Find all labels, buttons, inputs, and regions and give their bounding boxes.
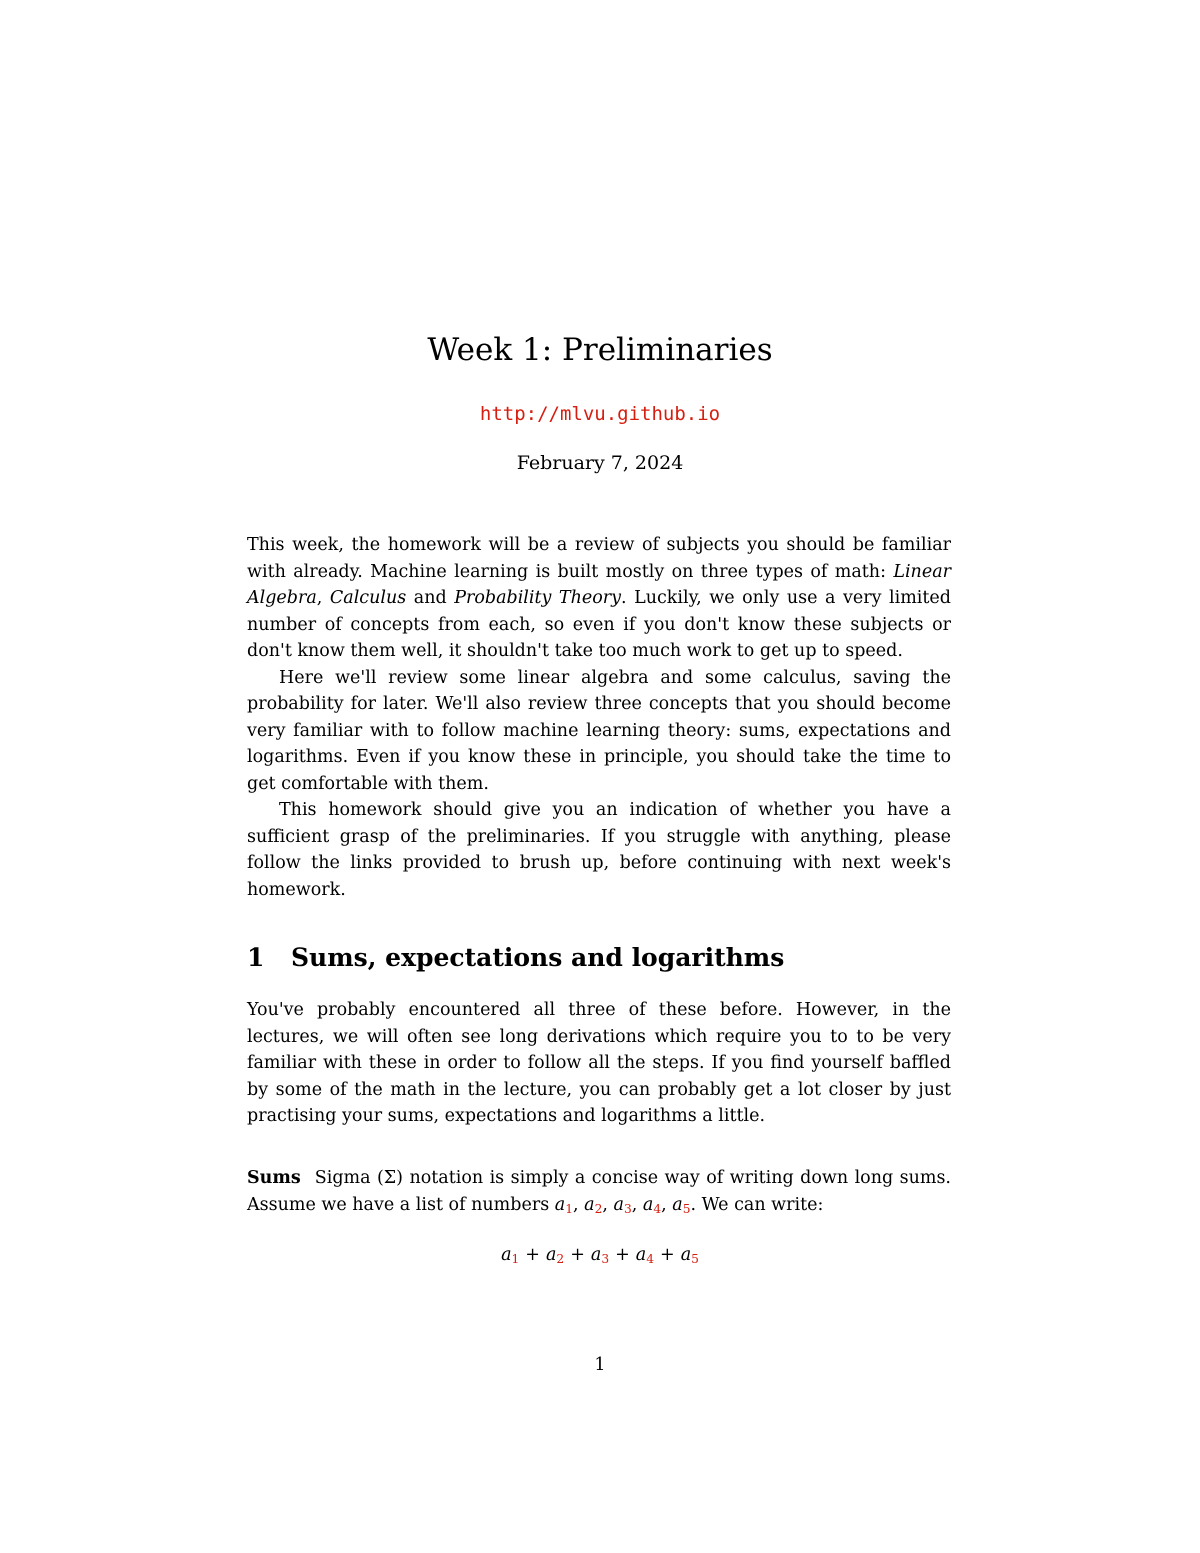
intro-text: ,: [316, 588, 330, 608]
intro-paragraph-2: Here we'll review some linear algebra and some calculus, saving the probability for later. We'll also review three concepts that you should become very familiar with to follow machine learning theory: sums, expectations and logarithms. Even if you know these in principle, you should take the time to get comfortable with them.: [247, 667, 951, 794]
math-var-a: a: [590, 1245, 602, 1265]
sums-text: . We can write:: [690, 1194, 824, 1215]
section-paragraph: You've probably encountered all three of these before. However, in the lectures, we will often see long derivations which require you to to be very familiar with these in order to follow all the steps. If you find yourself baffled by some of the math in the lecture, you can probably get a lot closer by just practising your sums, expectations and logarithms a little.: [247, 1000, 951, 1126]
math-index-link[interactable]: 4: [653, 1201, 662, 1216]
math-index-link[interactable]: 3: [623, 1201, 632, 1216]
math-var-a: a: [642, 1194, 654, 1215]
sums-subsection: [247, 1165, 951, 1218]
emphasis-probability-theory: Probability Theory: [454, 588, 622, 608]
plus-operator: +: [615, 1245, 630, 1265]
math-index-link[interactable]: 5: [691, 1252, 699, 1267]
plus-operator: +: [660, 1245, 675, 1265]
math-var-a: a: [680, 1245, 692, 1265]
intro-paragraph-3: This homework should give you an indication of whether you have a sufficient grasp of the preliminaries. If you struggle with anything, please follow the links provided to brush up, before continuing with next week's homework.: [247, 800, 951, 900]
inline-number-list: [555, 1195, 691, 1215]
plus-operator: +: [525, 1245, 540, 1265]
list-separator: ,: [661, 1194, 673, 1215]
math-var-a: a: [672, 1194, 683, 1215]
intro-text: and: [406, 588, 455, 608]
math-index-link[interactable]: 2: [556, 1252, 565, 1267]
document-title: Week 1: Preliminaries: [427, 332, 773, 368]
math-index-link[interactable]: 1: [511, 1252, 520, 1267]
section-number: 1: [247, 943, 265, 972]
list-separator: ,: [602, 1194, 614, 1215]
sums-text: Sigma (Σ) notation is simply a concise way of writing down long sums. Assume we have a list of numbers: [247, 1168, 951, 1215]
emphasis-linear-algebra: Linear Algebra: [247, 561, 951, 608]
display-equation: [0, 1242, 1200, 1268]
document-date: February 7, 2024: [516, 452, 684, 474]
intro-text: This week, the homework will be a review of subjects you should be familiar with already. Machine learning is built mostly on three types of math:: [247, 535, 951, 582]
list-separator: ,: [631, 1194, 643, 1215]
sums-paragraph: [247, 1165, 951, 1218]
list-separator: ,: [572, 1194, 585, 1215]
plus-operator: +: [570, 1245, 585, 1265]
math-index-link[interactable]: 3: [601, 1252, 610, 1267]
section-title: Sums, expectations and logarithms: [291, 943, 785, 972]
math-var-a: a: [635, 1245, 647, 1265]
math-var-a: a: [613, 1194, 624, 1215]
intro-text: . Luckily, we only use a very limited number of concepts from each, so even if you don't know these subjects or don't know them well, it shouldn't take too much work to get up to speed.: [247, 588, 951, 661]
math-var-a: a: [501, 1245, 512, 1265]
intro-section: [247, 532, 951, 903]
intro-paragraph-1: [247, 532, 951, 665]
math-index-link[interactable]: 2: [594, 1201, 603, 1216]
section-heading: [247, 940, 951, 976]
math-var-a: a: [554, 1194, 566, 1215]
math-var-a: a: [545, 1245, 557, 1265]
course-url-link[interactable]: http://mlvu.github.io: [479, 403, 721, 425]
math-index-link[interactable]: 4: [646, 1252, 655, 1267]
math-index-link[interactable]: 1: [565, 1201, 573, 1216]
math-index-link[interactable]: 5: [682, 1201, 691, 1216]
sums-run-in-heading: Sums: [247, 1168, 301, 1188]
page-number: 1: [594, 1355, 606, 1375]
section-1-body: [247, 997, 951, 1130]
emphasis-calculus: Calculus: [329, 588, 407, 608]
math-var-a: a: [584, 1194, 595, 1215]
